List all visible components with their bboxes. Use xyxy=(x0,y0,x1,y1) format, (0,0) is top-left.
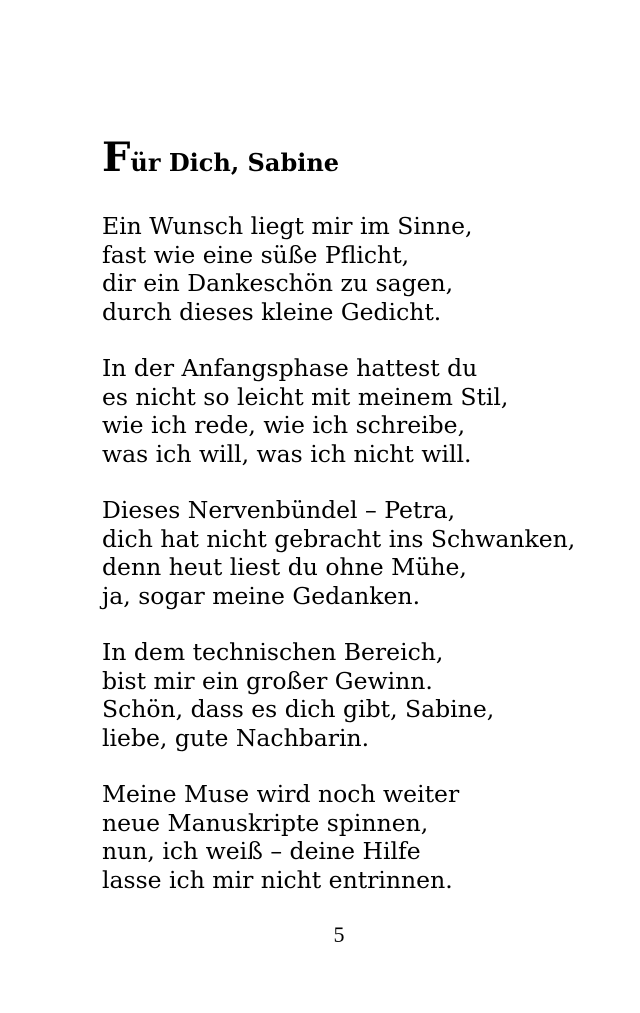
page-number: 5 xyxy=(333,922,345,947)
poem-title xyxy=(102,134,339,187)
verse-line: denn heut liest du ohne Mühe, xyxy=(102,553,467,581)
verse-line: durch dieses kleine Gedicht. xyxy=(102,297,442,326)
stanza-5 xyxy=(102,780,459,894)
verse-line: In der Anfangsphase hattest du xyxy=(102,354,478,382)
title-drop-initial: F xyxy=(102,134,131,181)
verse-line: In dem technischen Bereich, xyxy=(102,638,444,666)
verse-line: bist mir ein großer Gewinn. xyxy=(102,666,433,695)
verse-line: dir ein Dankeschön zu sagen, xyxy=(102,269,454,297)
verse-line: es nicht so leicht mit meinem Stil, xyxy=(102,382,509,411)
verse-line: was ich will, was ich nicht will. xyxy=(102,439,472,468)
stanza-3 xyxy=(102,496,575,610)
verse-line: Ein Wunsch liegt mir im Sinne, xyxy=(102,212,473,240)
title-text: ür Dich, Sabine xyxy=(130,148,340,177)
verse-line: nun, ich weiß – deine Hilfe xyxy=(102,837,421,865)
stanza-4 xyxy=(102,638,494,752)
verse-line: wie ich rede, wie ich schreibe, xyxy=(102,411,466,439)
verse-line: neue Manuskripte spinnen, xyxy=(102,808,429,837)
verse-line: Schön, dass es dich gibt, Sabine, xyxy=(102,695,495,723)
verse-line: fast wie eine süße Pflicht, xyxy=(102,240,410,269)
verse-line: ja, sogar meine Gedanken. xyxy=(102,581,421,610)
stanza-1 xyxy=(102,212,473,326)
stanza-2 xyxy=(102,354,508,468)
verse-line: dich hat nicht gebracht ins Schwanken, xyxy=(102,524,576,553)
verse-line: lasse ich mir nicht entrinnen. xyxy=(102,865,453,894)
verse-line: Meine Muse wird noch weiter xyxy=(102,780,460,808)
verse-line: liebe, gute Nachbarin. xyxy=(102,723,370,752)
verse-line: Dieses Nervenbündel – Petra, xyxy=(102,496,456,524)
